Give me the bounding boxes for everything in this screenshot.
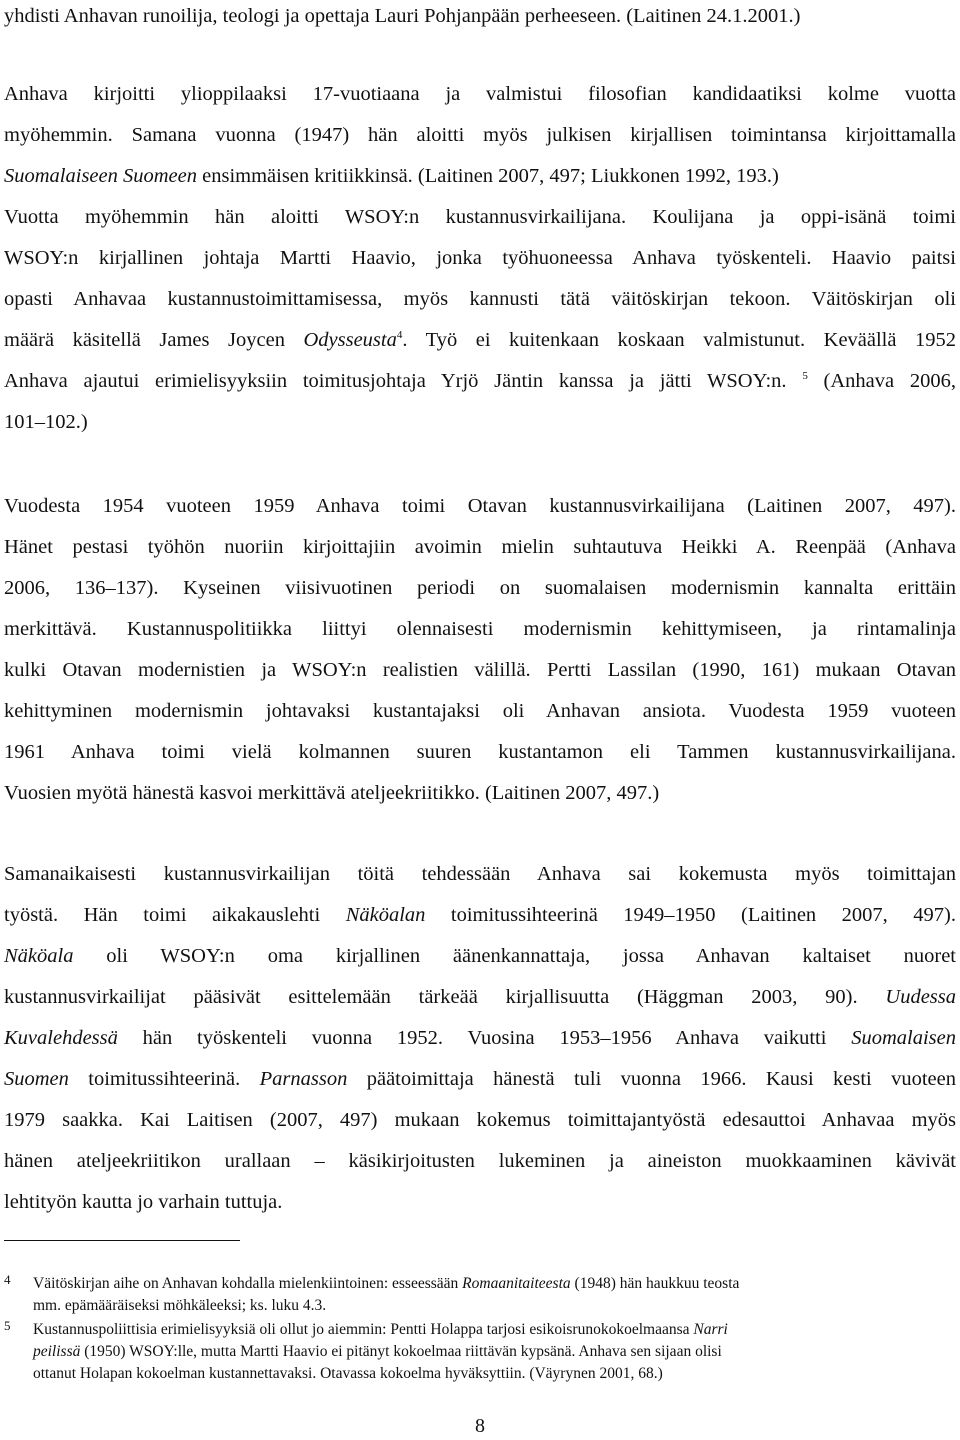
text-run: lehtityön kautta jo varhain tuttuja. — [4, 1191, 283, 1213]
paragraph-line — [4, 862, 956, 886]
text-run: 1961 Anhava toimi vielä kolmannen suuren kustantamon eli Tammen kustannusvirkailijana. — [4, 741, 956, 763]
paragraph-line — [4, 205, 956, 229]
italic-title: Kuvalehdessä — [4, 1027, 118, 1049]
paragraph-line — [4, 123, 956, 147]
paragraph-line — [4, 4, 956, 28]
footnote-ref[interactable]: 4 — [396, 329, 403, 342]
footnote-number: 4 — [4, 1272, 11, 1287]
text-run: kustannusvirkailijat pääsivät esittelemään tärkeää kirjallisuutta (Häggman 2003, 90). — [4, 986, 886, 1008]
text-run: (Anhava 2006, — [807, 370, 956, 392]
text-run: Hänet pestasi työhön nuoriin kirjoittajiin avoimin mielin suhtautuva Heikki A. Reenpää (Anhava — [4, 536, 956, 558]
italic-title: Odysseusta — [303, 329, 397, 351]
paragraph-line — [4, 781, 956, 805]
text-run: opasti Anhavaa kustannustoimittamisessa, myös kannusti tätä väitöskirjan tekoon. Väitöskirjan oli — [4, 288, 956, 310]
text-run: kulki Otavan modernistien ja WSOY:n realistien välillä. Pertti Lassilan (1990, 161) mukaan Otavan — [4, 659, 956, 681]
paragraph-line — [4, 328, 956, 352]
paragraph-line — [4, 1190, 956, 1214]
italic-title: Suomen — [4, 1068, 69, 1090]
text-run: oli WSOY:n oma kirjallinen äänenkannattaja, jossa Anhavan kaltaiset nuoret — [73, 945, 956, 967]
paragraph-line — [4, 985, 956, 1009]
paragraph-line — [4, 658, 956, 682]
text-run: 101–102.) — [4, 411, 88, 433]
paragraph-line — [4, 535, 956, 559]
text-run: Väitöskirjan aihe on Anhavan kohdalla mielenkiintoinen: esseessään — [33, 1275, 463, 1292]
text-run: 1979 saakka. Kai Laitisen (2007, 497) mukaan kokemus toimittajantyöstä edesauttoi Anhavaa myös — [4, 1109, 956, 1131]
italic-title: Parnasson — [259, 1068, 348, 1090]
text-run: yhdisti Anhavan runoilija, teologi ja opettaja Lauri Pohjanpään perheeseen. (Laitinen 24.1.2001.) — [4, 5, 801, 27]
paragraph-line — [4, 369, 956, 393]
text-run: kehittyminen modernismin johtavaksi kustantajaksi oli Anhavan ansiota. Vuodesta 1959 vuoteen — [4, 700, 956, 722]
text-run: Kustannuspoliittisia erimielisyyksiä oli ollut jo aiemmin: Pentti Holappa tarjosi esikoisrunokokoelmaansa — [33, 1321, 694, 1338]
footnote-line — [33, 1320, 913, 1340]
text-run: merkittävä. Kustannuspolitiikka liittyi olennaisesti modernismin kehittymiseen, ja rintamalinja — [4, 618, 956, 640]
footnote-line — [33, 1342, 913, 1362]
text-run: toimitussihteerinä 1949–1950 (Laitinen 2007, 497). — [425, 904, 957, 926]
italic-title: Suomalaiseen Suomeen — [4, 165, 197, 187]
text-run: Vuodesta 1954 vuoteen 1959 Anhava toimi Otavan kustannusvirkailijana (Laitinen 2007, 497). — [4, 495, 956, 517]
paragraph-line — [4, 164, 956, 188]
paragraph-line — [4, 1067, 956, 1091]
text-run: Samanaikaisesti kustannusvirkailijan töitä tehdessään Anhava sai kokemusta myös toimittajan — [4, 863, 956, 885]
paragraph-line — [4, 617, 956, 641]
text-run: hän työskenteli vuonna 1952. Vuosina 1953–1956 Anhava vaikutti — [117, 1027, 852, 1049]
text-run: työstä. Hän toimi aikakauslehti — [4, 904, 346, 926]
footnote-line — [33, 1364, 913, 1384]
italic-title: Narri — [693, 1321, 728, 1338]
footnote-number: 5 — [4, 1318, 11, 1333]
italic-title: Näköala — [4, 945, 74, 967]
footnote-line — [33, 1296, 913, 1316]
page-number: 8 — [475, 1415, 485, 1437]
paragraph-line — [4, 699, 956, 723]
text-run: . Työ ei kuitenkaan koskaan valmistunut. Keväällä 1952 — [402, 329, 956, 351]
paragraph-line — [4, 740, 956, 764]
text-run: määrä käsitellä James Joycen — [4, 329, 304, 351]
italic-title: Suomalaisen — [851, 1027, 956, 1049]
paragraph-line — [4, 944, 956, 968]
paragraph-line — [4, 1026, 956, 1050]
footnote-line — [33, 1274, 913, 1294]
paragraph-line — [4, 1149, 956, 1173]
paragraph-line — [4, 410, 956, 434]
text-run: Vuosien myötä hänestä kasvoi merkittävä ateljeekriitikko. (Laitinen 2007, 497.) — [4, 782, 660, 804]
paragraph-line — [4, 246, 956, 270]
paragraph-line — [4, 903, 956, 927]
paragraph-line — [4, 576, 956, 600]
text-run: Vuotta myöhemmin hän aloitti WSOY:n kustannusvirkailijana. Koulijana ja oppi-isänä toimi — [4, 206, 956, 228]
italic-title: peilissä — [33, 1343, 81, 1360]
text-run: WSOY:n kirjallinen johtaja Martti Haavio, jonka työhuoneessa Anhava työskenteli. Haavio paitsi — [4, 247, 956, 269]
text-run: hänen ateljeekriitikon urallaan – käsikirjoitusten lukeminen ja aineiston muokkaaminen kävivät — [4, 1150, 956, 1172]
text-run: toimitussihteerinä. — [68, 1068, 260, 1090]
text-run: ensimmäisen kritiikkinsä. (Laitinen 2007, 497; Liukkonen 1992, 193.) — [197, 165, 779, 187]
text-run: Anhava kirjoitti ylioppilaaksi 17-vuotiaana ja valmistui filosofian kandidaatiksi kolme vuotta — [4, 83, 956, 105]
text-run: myöhemmin. Samana vuonna (1947) hän aloitti myös julkisen kirjallisen toimintansa kirjoittamalla — [4, 124, 956, 146]
text-run: (1948) hän haukkuu teosta — [570, 1275, 740, 1292]
paragraph-line — [4, 82, 956, 106]
italic-title: Romaanitaiteesta — [462, 1275, 571, 1292]
footnote-separator — [4, 1240, 240, 1241]
text-run: mm. epämääräiseksi möhkäleeksi; ks. luku 4.3. — [33, 1297, 327, 1314]
text-run: 2006, 136–137). Kyseinen viisivuotinen periodi on suomalaisen modernismin kannalta erittäin — [4, 577, 956, 599]
text-run: ottanut Holapan kokoelman kustannettavaksi. Otavassa kokoelma hyväksyttiin. (Väyrynen 2001, 68.) — [33, 1365, 663, 1382]
paragraph-line — [4, 287, 956, 311]
italic-title: Uudessa — [885, 986, 956, 1008]
italic-title: Näköalan — [345, 904, 426, 926]
text-run: Anhava ajautui erimielisyyksiin toimitusjohtaja Yrjö Jäntin kanssa ja jätti WSOY:n. — [4, 370, 803, 392]
footnote-ref[interactable]: 5 — [802, 370, 808, 383]
text-run: päätoimittaja hänestä tuli vuonna 1966. Kausi kesti vuoteen — [347, 1068, 956, 1090]
paragraph-line — [4, 494, 956, 518]
text-run: (1950) WSOY:lle, mutta Martti Haavio ei pitänyt kokoelmaa riittävän kypsänä. Anhava sen sijaan olisi — [80, 1343, 722, 1360]
paragraph-line — [4, 1108, 956, 1132]
